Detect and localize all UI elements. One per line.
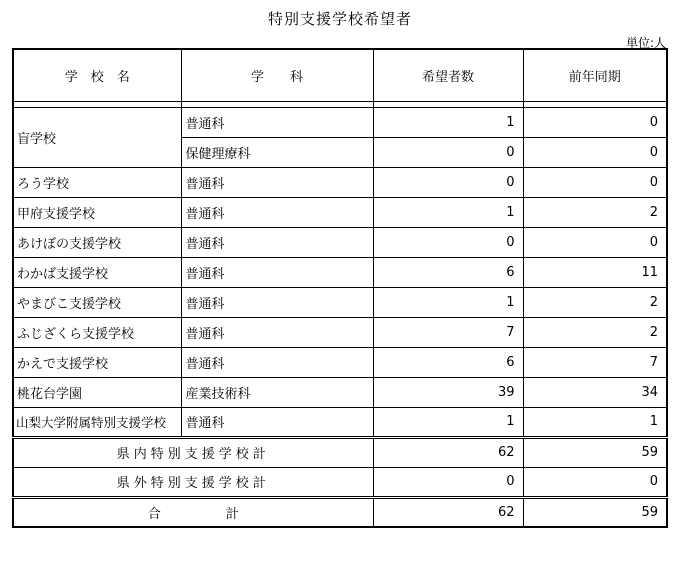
table-row bbox=[13, 257, 667, 287]
dept-name: 普通科 bbox=[181, 317, 373, 347]
dept-name: 普通科 bbox=[181, 407, 373, 437]
school-name: ふじざくら支援学校 bbox=[13, 317, 181, 347]
header-school: 学 校 名 bbox=[13, 49, 181, 101]
table-row bbox=[13, 317, 667, 347]
prev-count: 1 bbox=[523, 407, 667, 437]
page-title: 特別支援学校希望者 bbox=[267, 10, 412, 28]
applicants-count: 1 bbox=[373, 407, 523, 437]
dept-name: 普通科 bbox=[181, 287, 373, 317]
subtotal-in-label: 県内特別支援学校計 bbox=[13, 437, 373, 467]
header-row bbox=[13, 49, 667, 101]
prev-count: 2 bbox=[523, 287, 667, 317]
dept-name: 普通科 bbox=[181, 347, 373, 377]
table-row bbox=[13, 407, 667, 437]
prev-count: 7 bbox=[523, 347, 667, 377]
subtotal-out-applicants: 0 bbox=[373, 467, 523, 497]
prev-count: 0 bbox=[523, 227, 667, 257]
table-row bbox=[13, 347, 667, 377]
dept-name: 普通科 bbox=[181, 107, 373, 137]
school-name: わかば支援学校 bbox=[13, 257, 181, 287]
prev-count: 0 bbox=[523, 137, 667, 167]
total-row bbox=[13, 497, 667, 527]
total-prev: 59 bbox=[523, 497, 667, 527]
table-row bbox=[13, 167, 667, 197]
subtotal-out-label: 県外特別支援学校計 bbox=[13, 467, 373, 497]
subtotal-out-row bbox=[13, 467, 667, 497]
school-name: 山梨大学附属特別支援学校 bbox=[13, 407, 181, 437]
header-applicants: 希望者数 bbox=[373, 49, 523, 101]
dept-name: 普通科 bbox=[181, 167, 373, 197]
table-row bbox=[13, 227, 667, 257]
applicants-count: 0 bbox=[373, 227, 523, 257]
dept-name: 普通科 bbox=[181, 227, 373, 257]
prev-count: 2 bbox=[523, 197, 667, 227]
header-prev: 前年同期 bbox=[523, 49, 667, 101]
header-dept: 学 科 bbox=[181, 49, 373, 101]
school-name: 桃花台学園 bbox=[13, 377, 181, 407]
applicants-count: 7 bbox=[373, 317, 523, 347]
applicants-count: 1 bbox=[373, 107, 523, 137]
table-row bbox=[13, 107, 667, 137]
applicants-count: 0 bbox=[373, 137, 523, 167]
school-name: かえで支援学校 bbox=[13, 347, 181, 377]
subtotal-in-applicants: 62 bbox=[373, 437, 523, 467]
applicants-count: 0 bbox=[373, 167, 523, 197]
applicants-count: 1 bbox=[373, 287, 523, 317]
table-row bbox=[13, 197, 667, 227]
subtotal-in-row bbox=[13, 437, 667, 467]
school-name: あけぼの支援学校 bbox=[13, 227, 181, 257]
total-applicants: 62 bbox=[373, 497, 523, 527]
applicants-table bbox=[12, 48, 668, 528]
prev-count: 11 bbox=[523, 257, 667, 287]
dept-name: 保健理療科 bbox=[181, 137, 373, 167]
applicants-count: 1 bbox=[373, 197, 523, 227]
school-name: 盲学校 bbox=[13, 107, 181, 167]
school-name: やまびこ支援学校 bbox=[13, 287, 181, 317]
subtotal-in-prev: 59 bbox=[523, 437, 667, 467]
total-label: 合 計 bbox=[13, 497, 373, 527]
prev-count: 2 bbox=[523, 317, 667, 347]
table-row bbox=[13, 287, 667, 317]
school-name: ろう学校 bbox=[13, 167, 181, 197]
table-row bbox=[13, 377, 667, 407]
applicants-count: 6 bbox=[373, 257, 523, 287]
applicants-table-container bbox=[12, 48, 666, 546]
dept-name: 普通科 bbox=[181, 257, 373, 287]
applicants-count: 6 bbox=[373, 347, 523, 377]
dept-name: 産業技術科 bbox=[181, 377, 373, 407]
dept-name: 普通科 bbox=[181, 197, 373, 227]
applicants-count: 39 bbox=[373, 377, 523, 407]
unit-label: 単位:人 bbox=[625, 36, 666, 50]
school-name: 甲府支援学校 bbox=[13, 197, 181, 227]
prev-count: 0 bbox=[523, 167, 667, 197]
subtotal-out-prev: 0 bbox=[523, 467, 667, 497]
prev-count: 34 bbox=[523, 377, 667, 407]
prev-count: 0 bbox=[523, 107, 667, 137]
